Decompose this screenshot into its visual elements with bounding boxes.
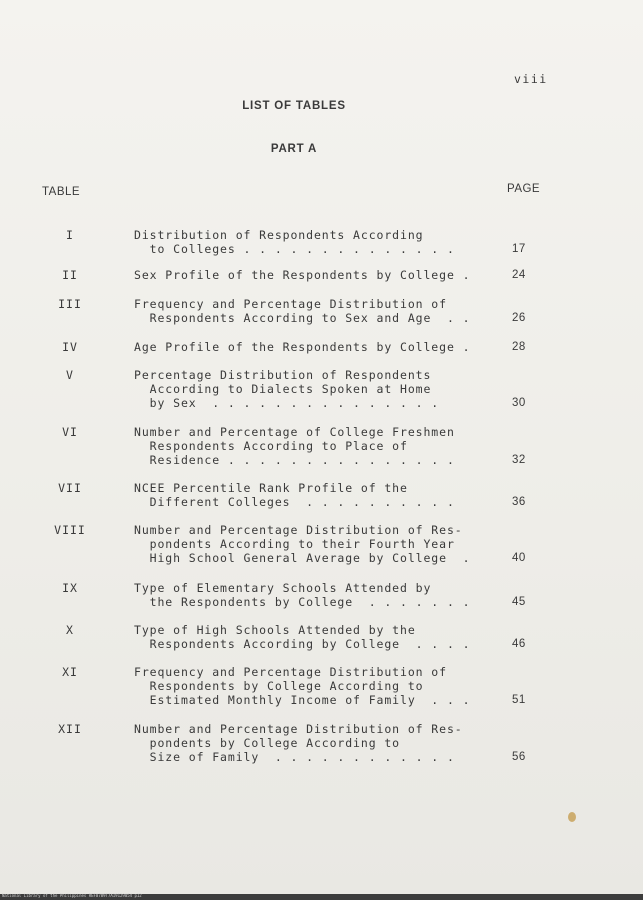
page-reference: 28 bbox=[512, 341, 526, 353]
description-line: Frequency and Percentage Distribution of bbox=[134, 665, 447, 679]
table-number: VI bbox=[62, 425, 78, 439]
table-description bbox=[134, 623, 506, 651]
table-description bbox=[134, 228, 506, 256]
description-line: the Respondents by College . . . . . . . bbox=[134, 595, 471, 609]
description-line: Type of High Schools Attended by the bbox=[134, 623, 416, 637]
paper-stain bbox=[568, 812, 576, 822]
table-description bbox=[134, 425, 506, 467]
description-line: Size of Family . . . . . . . . . . . . bbox=[134, 750, 455, 764]
table-number: XI bbox=[62, 665, 78, 679]
page-reference: 40 bbox=[512, 552, 526, 564]
footer-text: National Library of the Philippines REF0709T7A19129054 p12 bbox=[2, 893, 142, 898]
description-line: Residence . . . . . . . . . . . . . . . bbox=[134, 453, 455, 467]
description-line: Different Colleges . . . . . . . . . . bbox=[134, 495, 455, 509]
description-line: Distribution of Respondents According bbox=[134, 228, 424, 242]
description-line: Respondents by College According to bbox=[134, 679, 424, 693]
description-line: Frequency and Percentage Distribution of bbox=[134, 297, 447, 311]
description-line: Percentage Distribution of Respondents bbox=[134, 368, 432, 382]
table-description bbox=[134, 368, 506, 410]
table-description bbox=[134, 481, 506, 509]
table-number: I bbox=[66, 228, 74, 242]
table-number: VII bbox=[58, 481, 82, 495]
table-number: III bbox=[58, 297, 82, 311]
table-description bbox=[134, 297, 506, 325]
table-description bbox=[134, 665, 506, 707]
description-line: pondents by College According to bbox=[134, 736, 401, 750]
description-line: Estimated Monthly Income of Family . . . bbox=[134, 693, 471, 707]
page-column-header: PAGE bbox=[507, 183, 541, 195]
page-reference: 32 bbox=[512, 454, 526, 466]
description-line: Number and Percentage of College Freshmen bbox=[134, 425, 455, 439]
page-reference: 46 bbox=[512, 638, 526, 650]
description-line: Respondents According to Sex and Age . . bbox=[134, 311, 471, 325]
description-line: by Sex . . . . . . . . . . . . . . . bbox=[134, 396, 440, 410]
table-number: XII bbox=[58, 722, 82, 736]
part-heading: PART A bbox=[270, 143, 318, 155]
description-line: Sex Profile of the Respondents by College . bbox=[134, 268, 471, 282]
page-title: LIST OF TABLES bbox=[242, 100, 346, 112]
page-reference: 24 bbox=[512, 269, 526, 281]
page-reference: 45 bbox=[512, 596, 526, 608]
table-number: IX bbox=[62, 581, 78, 595]
description-line: Age Profile of the Respondents by College . bbox=[134, 340, 471, 354]
page-number: viii bbox=[514, 72, 548, 86]
table-number: V bbox=[66, 368, 74, 382]
table-number: X bbox=[66, 623, 74, 637]
table-description bbox=[134, 268, 506, 282]
table-description bbox=[134, 523, 506, 565]
description-line: Number and Percentage Distribution of Res- bbox=[134, 523, 463, 537]
table-number: II bbox=[62, 268, 78, 282]
table-description bbox=[134, 581, 506, 609]
page-reference: 36 bbox=[512, 496, 526, 508]
description-line: to Colleges . . . . . . . . . . . . . . bbox=[134, 242, 455, 256]
description-line: pondents According to their Fourth Year bbox=[134, 537, 455, 551]
page-reference: 56 bbox=[512, 751, 526, 763]
description-line: According to Dialects Spoken at Home bbox=[134, 382, 432, 396]
description-line: Respondents According by College . . . . bbox=[134, 637, 471, 651]
page-reference: 30 bbox=[512, 397, 526, 409]
description-line: Type of Elementary Schools Attended by bbox=[134, 581, 432, 595]
table-number: VIII bbox=[54, 523, 86, 537]
page-reference: 17 bbox=[512, 243, 526, 255]
page-reference: 26 bbox=[512, 312, 526, 324]
description-line: Respondents According to Place of bbox=[134, 439, 408, 453]
page-reference: 51 bbox=[512, 694, 526, 706]
table-number: IV bbox=[62, 340, 78, 354]
description-line: NCEE Percentile Rank Profile of the bbox=[134, 481, 408, 495]
table-column-header: TABLE bbox=[42, 186, 81, 198]
description-line: High School General Average by College . bbox=[134, 551, 471, 565]
description-line: Number and Percentage Distribution of Res- bbox=[134, 722, 463, 736]
table-description bbox=[134, 722, 506, 764]
table-description bbox=[134, 340, 506, 354]
